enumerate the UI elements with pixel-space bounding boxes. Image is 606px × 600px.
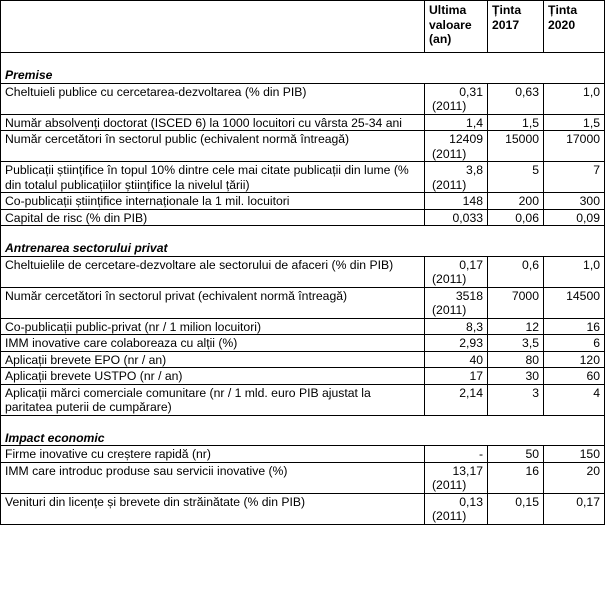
last-value: 0,13: [459, 494, 483, 509]
last-value-year: (2011): [432, 272, 467, 286]
target-2020: 60: [544, 368, 605, 385]
target-2017: 0,15: [488, 493, 544, 524]
last-value-cell: [425, 114, 488, 131]
section-spacer: [1, 415, 605, 428]
target-2017: 0,63: [488, 83, 544, 114]
target-2020: 0,17: [544, 493, 605, 524]
section-header-row: [1, 65, 605, 83]
section-spacer-cell: [1, 226, 605, 239]
target-2017: 3,5: [488, 335, 544, 352]
last-value-cell: [425, 209, 488, 226]
target-2020: 1,5: [544, 114, 605, 131]
header-target-2020: Ținta 2020: [544, 1, 605, 53]
section-spacer: [1, 226, 605, 239]
indicator-label: Venituri din licențe și brevete din străinătate (% din PIB): [1, 493, 425, 524]
last-value: 3,8: [466, 163, 483, 177]
target-2020: 6: [544, 335, 605, 352]
indicator-label: Cheltuielile de cercetare-dezvoltare ale sectorului de afaceri (% din PIB): [1, 256, 425, 287]
table-row: [1, 368, 605, 385]
section-spacer-cell: [1, 415, 605, 428]
indicator-label: Co-publicații public-privat (nr / 1 milion locuitori): [1, 318, 425, 335]
header-last-value: Ultima valoare (an): [425, 1, 488, 53]
table-row: [1, 287, 605, 318]
last-value: 8,3: [466, 319, 483, 334]
table-row: [1, 446, 605, 463]
last-value: 0,17: [459, 257, 483, 272]
last-value-cell: [425, 193, 488, 210]
section-spacer-cell: [1, 53, 605, 66]
table-row: [1, 318, 605, 335]
indicator-label: Aplicații brevete USTPO (nr / an): [1, 368, 425, 385]
last-value-cell: [425, 462, 488, 493]
last-value-year: (2011): [432, 177, 467, 192]
indicator-label: Publicații științifice în topul 10% dintre cele mai citate publicații din lume (% din totalul publicațiilor științifice la nivelul țării): [1, 162, 425, 193]
indicator-label: Firme inovative cu creștere rapidă (nr): [1, 446, 425, 463]
last-value-cell: [425, 318, 488, 335]
last-value-year: (2011): [432, 146, 467, 161]
last-value-cell: [425, 368, 488, 385]
table-row: [1, 462, 605, 493]
target-2017: 3: [488, 384, 544, 415]
target-2020: 1,0: [544, 83, 605, 114]
last-value: 2,14: [459, 385, 483, 400]
target-2020: 17000: [544, 131, 605, 162]
target-2020: 120: [544, 351, 605, 368]
table-row: [1, 335, 605, 352]
target-2020: 4: [544, 384, 605, 415]
last-value-cell: [425, 256, 488, 287]
last-value: 0,31: [459, 84, 483, 99]
last-value: 12409: [449, 132, 483, 146]
target-2020: 150: [544, 446, 605, 463]
table-row: [1, 193, 605, 210]
indicator-label: Număr cercetători în sectorul public (echivalent normă întreagă): [1, 131, 425, 162]
table-row: [1, 114, 605, 131]
section-header-row: [1, 238, 605, 256]
last-value-year: (2011): [432, 303, 467, 317]
last-value-cell: [425, 446, 488, 463]
last-value-cell: [425, 384, 488, 415]
indicator-label: Număr absolvenți doctorat (ISCED 6) la 1000 locuitori cu vârsta 25-34 ani: [1, 114, 425, 131]
table-header-row: [1, 1, 605, 53]
last-value-year: (2011): [432, 99, 467, 113]
indicator-label: IMM care introduc produse sau servicii inovative (%): [1, 462, 425, 493]
last-value-cell: [425, 287, 488, 318]
indicator-label: Aplicații brevete EPO (nr / an): [1, 351, 425, 368]
last-value: 17: [469, 369, 483, 383]
last-value-cell: [425, 131, 488, 162]
target-2020: 16: [544, 318, 605, 335]
target-2017: 7000: [488, 287, 544, 318]
last-value: -: [478, 447, 483, 461]
table-row: [1, 493, 605, 524]
last-value: 2,93: [459, 336, 483, 350]
indicator-label: Număr cercetători în sectorul privat (echivalent normă întreagă): [1, 287, 425, 318]
table-row: [1, 384, 605, 415]
last-value: 13,17: [452, 463, 483, 478]
last-value-cell: [425, 162, 488, 193]
target-2020: 7: [544, 162, 605, 193]
table-row: [1, 209, 605, 226]
section-title: Antrenarea sectorului privat: [1, 238, 605, 256]
last-value: 40: [469, 352, 483, 367]
target-2017: 16: [488, 462, 544, 493]
section-title: Premise: [1, 65, 605, 83]
target-2017: 50: [488, 446, 544, 463]
last-value: 148: [462, 194, 483, 208]
target-2020: 20: [544, 462, 605, 493]
last-value: 3518: [455, 288, 483, 303]
table-row: [1, 131, 605, 162]
target-2017: 0,06: [488, 209, 544, 226]
indicator-label: IMM inovative care colaboreaza cu alții (%): [1, 335, 425, 352]
target-2020: 0,09: [544, 209, 605, 226]
target-2017: 0,6: [488, 256, 544, 287]
target-2017: 200: [488, 193, 544, 210]
indicator-label: Capital de risc (% din PIB): [1, 209, 425, 226]
target-2017: 5: [488, 162, 544, 193]
last-value-year: (2011): [432, 509, 467, 523]
section-header-row: [1, 428, 605, 446]
table-row: [1, 351, 605, 368]
last-value: 0,033: [452, 210, 483, 225]
table-row: [1, 256, 605, 287]
indicator-label: Cheltuieli publice cu cercetarea-dezvoltarea (% din PIB): [1, 83, 425, 114]
last-value-cell: [425, 493, 488, 524]
table-row: [1, 83, 605, 114]
section-spacer: [1, 53, 605, 66]
indicator-label: Aplicații mărci comerciale comunitare (nr / 1 mld. euro PIB ajustat la paritatea puterii de cumpărare): [1, 384, 425, 415]
last-value-cell: [425, 335, 488, 352]
table-row: [1, 162, 605, 193]
last-value: 1,4: [466, 115, 483, 130]
target-2020: 300: [544, 193, 605, 210]
target-2017: 80: [488, 351, 544, 368]
header-label-cell: [1, 1, 425, 53]
target-2017: 30: [488, 368, 544, 385]
last-value-cell: [425, 351, 488, 368]
target-2020: 14500: [544, 287, 605, 318]
last-value-cell: [425, 83, 488, 114]
header-target-2017: Ținta 2017: [488, 1, 544, 53]
target-2020: 1,0: [544, 256, 605, 287]
target-2017: 15000: [488, 131, 544, 162]
indicator-label: Co-publicații științifice internaționale la 1 mil. locuitori: [1, 193, 425, 210]
target-2017: 1,5: [488, 114, 544, 131]
section-title: Impact economic: [1, 428, 605, 446]
last-value-year: (2011): [432, 478, 467, 492]
target-2017: 12: [488, 318, 544, 335]
